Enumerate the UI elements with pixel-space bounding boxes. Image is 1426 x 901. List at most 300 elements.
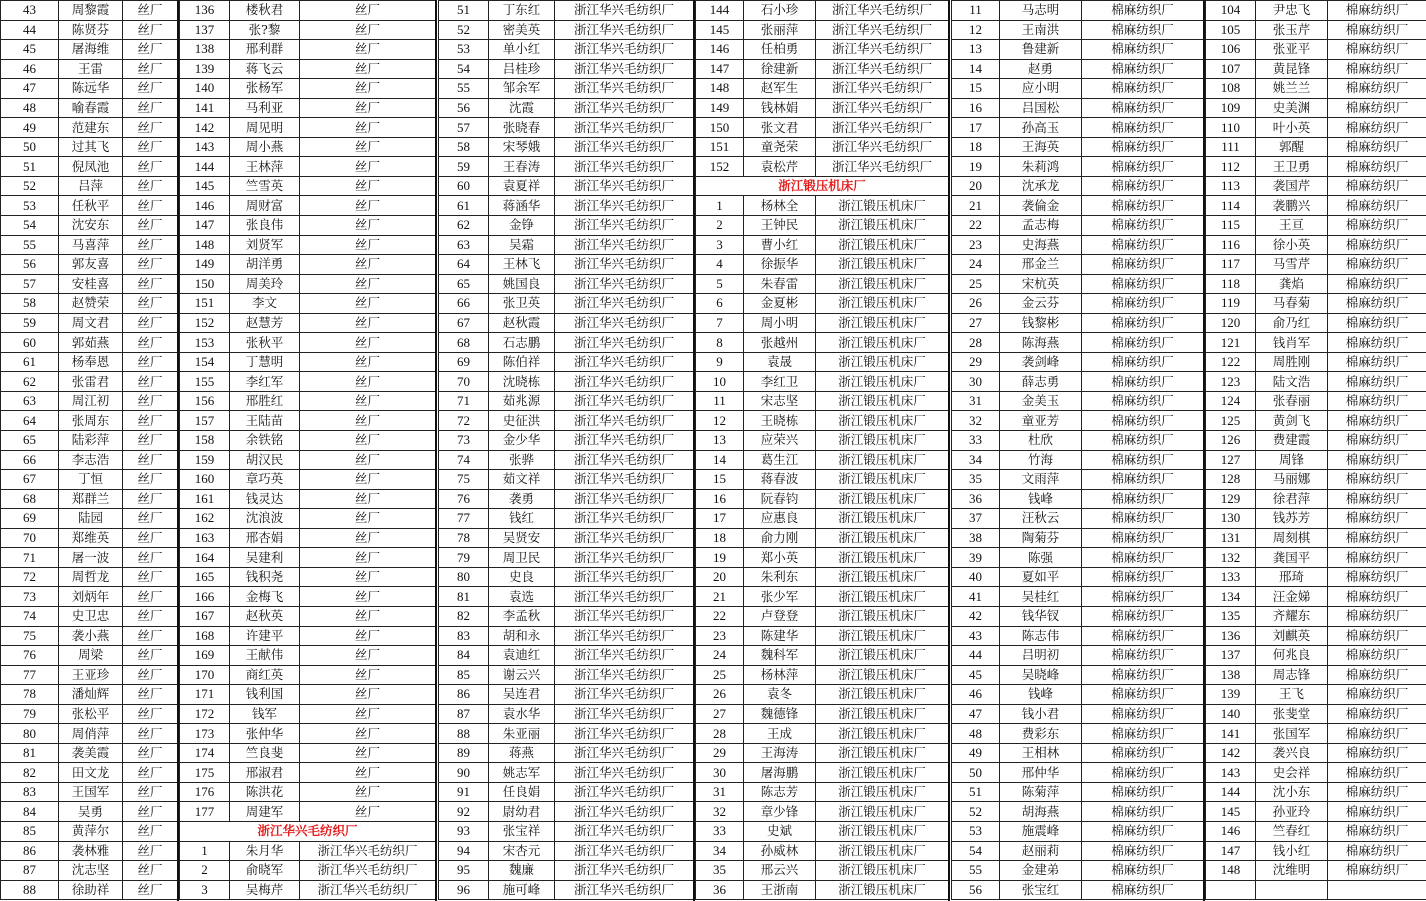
work-unit: 棉麻纺织厂 — [1328, 489, 1426, 509]
column-divider — [435, 0, 437, 901]
work-unit: 丝厂 — [300, 606, 436, 626]
work-unit: 丝厂 — [123, 763, 178, 783]
row-number: 145 — [1206, 802, 1256, 822]
person-name: 郑小英 — [744, 548, 816, 568]
row-number: 175 — [180, 763, 230, 783]
work-unit: 棉麻纺织厂 — [1082, 567, 1204, 587]
person-name: 任柏勇 — [744, 40, 816, 60]
work-unit: 丝厂 — [123, 509, 178, 529]
work-unit: 棉麻纺织厂 — [1328, 216, 1426, 236]
work-unit: 浙江锻压机床厂 — [816, 528, 949, 548]
work-unit: 棉麻纺织厂 — [1328, 391, 1426, 411]
work-unit: 棉麻纺织厂 — [1328, 528, 1426, 548]
work-unit: 棉麻纺织厂 — [1082, 509, 1204, 529]
work-unit: 棉麻纺织厂 — [1328, 743, 1426, 763]
person-name: 张宝红 — [1000, 880, 1082, 900]
row-number: 45 — [952, 665, 1000, 685]
row-number: 34 — [696, 841, 744, 861]
work-unit: 棉麻纺织厂 — [1328, 470, 1426, 490]
column-group-1 — [0, 0, 177, 900]
work-unit: 丝厂 — [123, 470, 178, 490]
section-heading: 浙江锻压机床厂 — [696, 176, 949, 196]
person-name: 钱军 — [230, 704, 300, 724]
person-name: 魏科军 — [744, 646, 816, 666]
person-name: 沈志坚 — [59, 861, 123, 881]
work-unit: 丝厂 — [300, 196, 436, 216]
person-name: 吴梅芹 — [230, 880, 300, 900]
person-name: 沈小东 — [1256, 782, 1328, 802]
work-unit: 浙江锻压机床厂 — [816, 431, 949, 451]
work-unit: 浙江华兴毛纺织厂 — [816, 40, 949, 60]
work-unit: 丝厂 — [300, 509, 436, 529]
table-row — [180, 255, 436, 275]
table-row — [1206, 704, 1426, 724]
work-unit: 浙江华兴毛纺织厂 — [555, 79, 694, 99]
table-row — [696, 235, 949, 255]
person-name: 齐耀东 — [1256, 606, 1328, 626]
row-number: 147 — [180, 216, 230, 236]
table-row — [439, 79, 694, 99]
person-name: 费彩东 — [1000, 724, 1082, 744]
table-row — [696, 20, 949, 40]
row-number: 77 — [1, 665, 59, 685]
row-number: 79 — [439, 548, 489, 568]
work-unit: 浙江锻压机床厂 — [816, 646, 949, 666]
work-unit: 丝厂 — [123, 333, 178, 353]
person-name: 郭友喜 — [59, 255, 123, 275]
work-unit: 浙江华兴毛纺织厂 — [816, 157, 949, 177]
section-heading-row — [696, 176, 949, 196]
person-name: 钱小红 — [1256, 841, 1328, 861]
person-name: 史良 — [489, 567, 555, 587]
work-unit: 丝厂 — [123, 724, 178, 744]
row-number: 45 — [1, 40, 59, 60]
work-unit: 丝厂 — [300, 646, 436, 666]
table-row — [1206, 20, 1426, 40]
person-name: 张秋平 — [230, 333, 300, 353]
table-row — [1, 176, 178, 196]
row-number: 143 — [180, 137, 230, 157]
work-unit: 丝厂 — [123, 880, 178, 900]
row-number: 137 — [1206, 646, 1256, 666]
table-row — [696, 157, 949, 177]
person-name: 袁冬 — [744, 685, 816, 705]
table-row — [439, 821, 694, 841]
table-row — [1206, 861, 1426, 881]
person-name: 钱红 — [489, 509, 555, 529]
row-number: 44 — [952, 646, 1000, 666]
work-unit: 棉麻纺织厂 — [1082, 98, 1204, 118]
work-unit: 丝厂 — [300, 724, 436, 744]
row-number: 12 — [952, 20, 1000, 40]
work-unit: 丝厂 — [123, 137, 178, 157]
work-unit: 丝厂 — [123, 567, 178, 587]
row-number: 124 — [1206, 391, 1256, 411]
row-number: 7 — [696, 313, 744, 333]
table-row — [1206, 841, 1426, 861]
work-unit: 棉麻纺织厂 — [1328, 626, 1426, 646]
table-row — [1206, 626, 1426, 646]
row-number: 52 — [439, 20, 489, 40]
table-row — [952, 861, 1204, 881]
row-number: 51 — [439, 1, 489, 21]
work-unit: 棉麻纺织厂 — [1328, 294, 1426, 314]
person-name: 陈菊萍 — [1000, 782, 1082, 802]
row-number: 53 — [439, 40, 489, 60]
person-name: 郑维英 — [59, 528, 123, 548]
row-number: 110 — [1206, 118, 1256, 138]
person-name: 史卫忠 — [59, 606, 123, 626]
table-row — [952, 470, 1204, 490]
row-number: 55 — [1, 235, 59, 255]
row-number: 170 — [180, 665, 230, 685]
work-unit: 浙江锻压机床厂 — [816, 196, 949, 216]
row-number: 105 — [1206, 20, 1256, 40]
row-number: 23 — [952, 235, 1000, 255]
person-name: 潘灿辉 — [59, 685, 123, 705]
table-row — [439, 157, 694, 177]
work-unit: 棉麻纺织厂 — [1328, 567, 1426, 587]
table-row — [696, 528, 949, 548]
person-name: 李文 — [230, 294, 300, 314]
person-name: 孙威林 — [744, 841, 816, 861]
person-name: 蒋涵华 — [489, 196, 555, 216]
row-number: 1 — [180, 841, 230, 861]
table-row — [1206, 606, 1426, 626]
table-row — [1206, 802, 1426, 822]
work-unit: 棉麻纺织厂 — [1082, 333, 1204, 353]
row-number: 3 — [696, 235, 744, 255]
work-unit: 棉麻纺织厂 — [1082, 782, 1204, 802]
table-row — [696, 704, 949, 724]
person-name: 胡洋勇 — [230, 255, 300, 275]
row-number: 81 — [1, 743, 59, 763]
table-row — [1206, 782, 1426, 802]
row-number: 146 — [696, 40, 744, 60]
table-row — [952, 255, 1204, 275]
person-name: 钱黎彬 — [1000, 313, 1082, 333]
person-name: 金铮 — [489, 216, 555, 236]
work-unit: 浙江锻压机床厂 — [816, 489, 949, 509]
table-row — [1, 235, 178, 255]
table-row — [952, 294, 1204, 314]
column-group-3 — [438, 0, 693, 900]
work-unit: 棉麻纺织厂 — [1328, 255, 1426, 275]
person-name: 过其飞 — [59, 137, 123, 157]
table-row — [1206, 176, 1426, 196]
work-unit: 丝厂 — [123, 665, 178, 685]
table-row — [180, 782, 436, 802]
row-number: 23 — [696, 626, 744, 646]
table-row — [180, 274, 436, 294]
person-name: 章巧英 — [230, 470, 300, 490]
row-number: 142 — [1206, 743, 1256, 763]
person-name: 吴贤安 — [489, 528, 555, 548]
row-number: 72 — [439, 411, 489, 431]
roster-table — [1205, 0, 1426, 900]
person-name: 赵慧芳 — [230, 313, 300, 333]
row-number: 30 — [952, 372, 1000, 392]
row-number: 44 — [1, 20, 59, 40]
work-unit: 棉麻纺织厂 — [1328, 176, 1426, 196]
work-unit: 棉麻纺织厂 — [1328, 352, 1426, 372]
work-unit: 丝厂 — [300, 137, 436, 157]
work-unit: 浙江华兴毛纺织厂 — [816, 118, 949, 138]
row-number — [1206, 880, 1256, 900]
row-number: 65 — [1, 431, 59, 451]
person-name: 魏廉 — [489, 861, 555, 881]
table-row — [696, 411, 949, 431]
row-number: 149 — [180, 255, 230, 275]
person-name: 黄剑飞 — [1256, 411, 1328, 431]
work-unit: 棉麻纺织厂 — [1082, 861, 1204, 881]
person-name: 王相林 — [1000, 743, 1082, 763]
table-row — [696, 333, 949, 353]
row-number: 147 — [696, 59, 744, 79]
row-number: 82 — [439, 606, 489, 626]
person-name: 袭剑峰 — [1000, 352, 1082, 372]
row-number: 17 — [696, 509, 744, 529]
row-number: 64 — [439, 255, 489, 275]
row-number: 13 — [696, 431, 744, 451]
row-number: 144 — [180, 157, 230, 177]
table-row — [439, 40, 694, 60]
work-unit: 丝厂 — [123, 98, 178, 118]
row-number: 129 — [1206, 489, 1256, 509]
work-unit: 棉麻纺织厂 — [1082, 704, 1204, 724]
table-row — [696, 646, 949, 666]
row-number: 38 — [952, 528, 1000, 548]
person-name: 徐君萍 — [1256, 489, 1328, 509]
table-row — [1206, 548, 1426, 568]
person-name: 沈浪波 — [230, 509, 300, 529]
work-unit: 棉麻纺织厂 — [1082, 137, 1204, 157]
row-number: 133 — [1206, 567, 1256, 587]
row-number: 69 — [1, 509, 59, 529]
work-unit: 棉麻纺织厂 — [1328, 685, 1426, 705]
row-number: 146 — [180, 196, 230, 216]
table-row — [952, 431, 1204, 451]
table-row — [696, 391, 949, 411]
work-unit: 丝厂 — [300, 411, 436, 431]
work-unit: 浙江锻压机床厂 — [816, 391, 949, 411]
row-number: 1 — [696, 196, 744, 216]
work-unit: 丝厂 — [300, 176, 436, 196]
work-unit: 浙江华兴毛纺织厂 — [816, 59, 949, 79]
person-name: 赵勇 — [1000, 59, 1082, 79]
work-unit: 棉麻纺织厂 — [1082, 431, 1204, 451]
person-name: 陈洪花 — [230, 782, 300, 802]
table-row — [439, 685, 694, 705]
work-unit: 浙江锻压机床厂 — [816, 313, 949, 333]
person-name: 邢胜红 — [230, 391, 300, 411]
person-name: 吴霜 — [489, 235, 555, 255]
work-unit: 丝厂 — [123, 1, 178, 21]
person-name: 李孟秋 — [489, 606, 555, 626]
person-name: 钱利国 — [230, 685, 300, 705]
work-unit: 棉麻纺织厂 — [1082, 626, 1204, 646]
table-row — [1, 646, 178, 666]
table-row — [1, 411, 178, 431]
work-unit: 浙江华兴毛纺织厂 — [555, 665, 694, 685]
table-row — [1, 470, 178, 490]
work-unit: 丝厂 — [300, 118, 436, 138]
table-row — [1, 763, 178, 783]
person-name: 杨林萍 — [744, 665, 816, 685]
person-name: 刘炳年 — [59, 587, 123, 607]
column-group-2 — [179, 0, 435, 900]
row-number: 14 — [952, 59, 1000, 79]
table-row — [180, 157, 436, 177]
row-number: 139 — [180, 59, 230, 79]
person-name: 王林飞 — [489, 255, 555, 275]
row-number: 5 — [696, 274, 744, 294]
person-name: 叶小英 — [1256, 118, 1328, 138]
row-number: 131 — [1206, 528, 1256, 548]
row-number: 73 — [439, 431, 489, 451]
table-row — [1, 587, 178, 607]
table-row — [439, 196, 694, 216]
person-name: 张国军 — [1256, 724, 1328, 744]
row-number: 158 — [180, 431, 230, 451]
row-number: 58 — [1, 294, 59, 314]
row-number: 67 — [1, 470, 59, 490]
table-row — [1, 724, 178, 744]
work-unit: 丝厂 — [123, 528, 178, 548]
work-unit: 丝厂 — [300, 333, 436, 353]
person-name: 徐助祥 — [59, 880, 123, 900]
row-number: 51 — [952, 782, 1000, 802]
work-unit: 丝厂 — [300, 431, 436, 451]
table-row — [180, 548, 436, 568]
person-name: 周文君 — [59, 313, 123, 333]
work-unit: 棉麻纺织厂 — [1082, 313, 1204, 333]
row-number: 35 — [952, 470, 1000, 490]
row-number: 51 — [1, 157, 59, 177]
table-row — [439, 470, 694, 490]
person-name: 沈晓栋 — [489, 372, 555, 392]
person-name: 周锋 — [1256, 450, 1328, 470]
work-unit: 棉麻纺织厂 — [1328, 548, 1426, 568]
work-unit: 丝厂 — [300, 470, 436, 490]
row-number: 18 — [696, 528, 744, 548]
work-unit: 浙江华兴毛纺织厂 — [555, 450, 694, 470]
work-unit: 丝厂 — [123, 821, 178, 841]
table-row — [696, 841, 949, 861]
work-unit: 浙江锻压机床厂 — [816, 470, 949, 490]
column-group-5 — [951, 0, 1203, 900]
row-number: 36 — [696, 880, 744, 900]
row-number: 66 — [1, 450, 59, 470]
person-name: 陈强 — [1000, 548, 1082, 568]
table-row — [696, 489, 949, 509]
work-unit: 丝厂 — [123, 548, 178, 568]
row-number: 43 — [1, 1, 59, 21]
person-name: 马雪芹 — [1256, 255, 1328, 275]
row-number: 109 — [1206, 98, 1256, 118]
work-unit: 浙江华兴毛纺织厂 — [555, 40, 694, 60]
table-row — [439, 118, 694, 138]
person-name: 杨奉恩 — [59, 352, 123, 372]
row-number: 47 — [1, 79, 59, 99]
person-name: 陈海燕 — [1000, 333, 1082, 353]
table-row — [1, 606, 178, 626]
table-row — [1206, 685, 1426, 705]
work-unit: 棉麻纺织厂 — [1328, 235, 1426, 255]
table-row — [696, 196, 949, 216]
work-unit: 棉麻纺织厂 — [1328, 802, 1426, 822]
table-row — [439, 567, 694, 587]
work-unit: 浙江华兴毛纺织厂 — [555, 431, 694, 451]
table-row — [952, 235, 1204, 255]
table-row — [1, 391, 178, 411]
row-number: 161 — [180, 489, 230, 509]
row-number: 32 — [696, 802, 744, 822]
row-number: 85 — [439, 665, 489, 685]
section-heading: 浙江华兴毛纺织厂 — [180, 821, 436, 841]
table-row — [180, 509, 436, 529]
table-row — [1, 528, 178, 548]
person-name: 袭林雅 — [59, 841, 123, 861]
work-unit: 棉麻纺织厂 — [1082, 880, 1204, 900]
work-unit: 浙江华兴毛纺织厂 — [555, 724, 694, 744]
person-name: 马丽娜 — [1256, 470, 1328, 490]
row-number: 31 — [952, 391, 1000, 411]
table-row — [696, 255, 949, 275]
row-number: 93 — [439, 821, 489, 841]
row-number: 111 — [1206, 137, 1256, 157]
person-name: 王成 — [744, 724, 816, 744]
table-row — [439, 235, 694, 255]
person-name: 丁东红 — [489, 1, 555, 21]
work-unit: 浙江华兴毛纺织厂 — [555, 118, 694, 138]
person-name: 卢登登 — [744, 606, 816, 626]
work-unit: 浙江华兴毛纺织厂 — [555, 137, 694, 157]
table-row — [180, 665, 436, 685]
person-name: 费建霞 — [1256, 431, 1328, 451]
person-name: 薛志勇 — [1000, 372, 1082, 392]
work-unit: 棉麻纺织厂 — [1328, 157, 1426, 177]
table-row — [952, 626, 1204, 646]
table-row — [952, 411, 1204, 431]
person-name: 周梁 — [59, 646, 123, 666]
work-unit: 棉麻纺织厂 — [1328, 59, 1426, 79]
table-row — [180, 235, 436, 255]
table-row — [439, 391, 694, 411]
table-row — [1, 626, 178, 646]
person-name: 张良伟 — [230, 216, 300, 236]
work-unit: 丝厂 — [123, 235, 178, 255]
work-unit: 丝厂 — [300, 626, 436, 646]
row-number: 20 — [952, 176, 1000, 196]
work-unit: 棉麻纺织厂 — [1082, 821, 1204, 841]
table-row — [1, 431, 178, 451]
row-number: 47 — [952, 704, 1000, 724]
person-name: 杨林全 — [744, 196, 816, 216]
column-group-4 — [695, 0, 948, 900]
table-row — [952, 313, 1204, 333]
table-row — [439, 880, 694, 900]
row-number: 56 — [1, 255, 59, 275]
table-row — [180, 763, 436, 783]
person-name: 鲁建新 — [1000, 40, 1082, 60]
person-name: 喻春霞 — [59, 98, 123, 118]
row-number: 32 — [952, 411, 1000, 431]
row-number: 76 — [1, 646, 59, 666]
work-unit: 丝厂 — [123, 489, 178, 509]
table-row — [952, 548, 1204, 568]
work-unit: 丝厂 — [123, 59, 178, 79]
